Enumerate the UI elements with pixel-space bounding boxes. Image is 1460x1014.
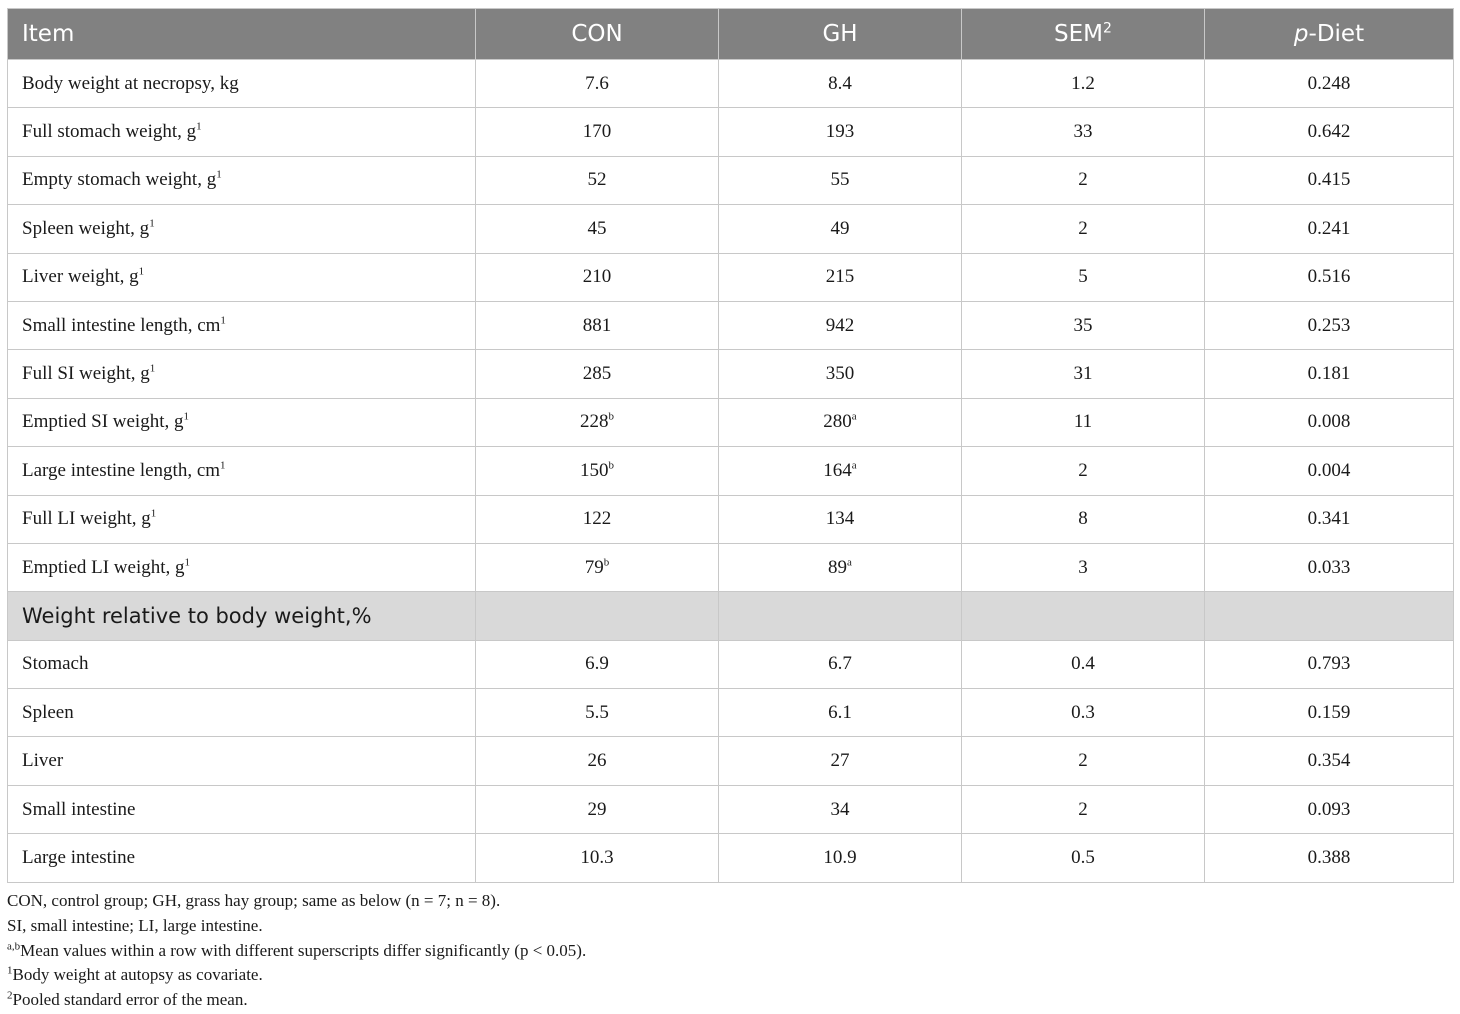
cell-value: 0.793 (1307, 653, 1351, 675)
footnote (7, 889, 1447, 914)
cell-value: 0.093 (1307, 798, 1351, 820)
value-cell (1205, 785, 1454, 833)
cell-value: 10.3 (580, 846, 614, 868)
value-cell (476, 156, 719, 204)
table-row (8, 834, 1454, 882)
row-label-cell (8, 689, 476, 737)
cell-superscript: 1 (184, 556, 191, 569)
value-cell (476, 737, 719, 785)
value-cell (476, 592, 719, 640)
row-label-cell (8, 592, 476, 640)
cell-value: 45 (587, 217, 607, 239)
cell-value: 8.4 (828, 72, 852, 94)
column-header-label: Item (22, 21, 75, 47)
cell-value: 6.1 (828, 701, 852, 723)
table-row (8, 60, 1454, 108)
value-cell (962, 640, 1205, 688)
cell-value: 0.341 (1307, 508, 1351, 530)
table-row (8, 301, 1454, 349)
column-header-italic: p (1293, 21, 1309, 47)
cell-superscript: 1 (150, 507, 157, 520)
cell-value: 33 (1073, 121, 1093, 143)
cell-value: 280 (823, 411, 852, 433)
section-header-row (8, 592, 1454, 640)
cell-superscript: 1 (196, 120, 202, 133)
value-cell (719, 640, 962, 688)
value-cell (719, 398, 962, 446)
column-header-label: GH (822, 21, 858, 47)
row-label: Large intestine (22, 846, 136, 868)
footnote-text: Body weight at autopsy as covariate. (12, 965, 263, 985)
cell-value: 0.008 (1307, 411, 1351, 433)
table-row (8, 156, 1454, 204)
table-body (8, 60, 1454, 883)
value-cell (719, 495, 962, 543)
value-cell (719, 737, 962, 785)
table-row (8, 640, 1454, 688)
cell-value: 2 (1078, 750, 1088, 772)
value-cell (476, 253, 719, 301)
cell-value: 8 (1078, 508, 1088, 530)
cell-value: 27 (830, 750, 850, 772)
value-cell (1205, 350, 1454, 398)
cell-superscript: 1 (183, 411, 189, 424)
cell-superscript: a (847, 556, 852, 569)
table-header (8, 9, 1454, 60)
value-cell (1205, 737, 1454, 785)
table-row (8, 495, 1454, 543)
row-label: Empty stomach weight, g (22, 169, 217, 191)
footnote (7, 939, 1447, 964)
value-cell (476, 301, 719, 349)
table-row (8, 398, 1454, 446)
column-header (962, 9, 1205, 60)
cell-value: 6.9 (585, 653, 609, 675)
cell-superscript: a (851, 459, 857, 472)
row-label-cell (8, 398, 476, 446)
footnote-marker: 1 (7, 964, 13, 977)
value-cell (719, 447, 962, 495)
footnote-marker: a,b (7, 939, 21, 952)
value-cell (1205, 205, 1454, 253)
cell-value: 49 (830, 217, 850, 239)
cell-value: 34 (830, 798, 850, 820)
row-label-cell (8, 253, 476, 301)
cell-value: 164 (823, 459, 852, 481)
value-cell (719, 834, 962, 882)
data-table (7, 8, 1454, 883)
cell-value: 2 (1078, 217, 1088, 239)
cell-value: 134 (825, 508, 855, 530)
column-header-superscript: 2 (1103, 20, 1112, 37)
cell-value: 0.415 (1307, 169, 1351, 191)
value-cell (719, 205, 962, 253)
cell-value: 228 (580, 411, 609, 433)
value-cell (476, 398, 719, 446)
value-cell (719, 592, 962, 640)
cell-superscript: b (608, 411, 614, 424)
cell-superscript: 1 (220, 459, 226, 472)
cell-value: 122 (582, 508, 612, 530)
value-cell (1205, 834, 1454, 882)
value-cell (719, 785, 962, 833)
table-row (8, 253, 1454, 301)
cell-value: 0.004 (1307, 459, 1351, 481)
value-cell (962, 350, 1205, 398)
data-table-container (7, 8, 1453, 883)
cell-superscript: 1 (138, 265, 145, 278)
row-label: Spleen weight, g (22, 217, 150, 239)
value-cell (962, 398, 1205, 446)
cell-value: 3 (1078, 556, 1088, 578)
cell-value: 6.7 (828, 653, 852, 675)
cell-superscript: 1 (220, 314, 226, 327)
row-label: Liver (22, 750, 64, 772)
row-label-cell (8, 60, 476, 108)
cell-value: 942 (825, 314, 855, 336)
cell-value: 89 (828, 556, 848, 578)
value-cell (1205, 447, 1454, 495)
cell-value: 31 (1073, 363, 1093, 385)
value-cell (962, 108, 1205, 156)
cell-value: 1.2 (1071, 72, 1095, 94)
value-cell (719, 156, 962, 204)
cell-value: 0.354 (1307, 750, 1351, 772)
value-cell (962, 301, 1205, 349)
cell-value: 0.241 (1307, 217, 1351, 239)
value-cell (962, 737, 1205, 785)
row-label: Emptied LI weight, g (22, 556, 185, 578)
value-cell (476, 60, 719, 108)
value-cell (1205, 108, 1454, 156)
cell-value: 11 (1073, 411, 1093, 433)
table-row (8, 785, 1454, 833)
cell-value: 193 (825, 121, 855, 143)
cell-value: 0.248 (1307, 72, 1351, 94)
row-label-cell (8, 350, 476, 398)
footnote (7, 914, 1447, 939)
cell-value: 0.159 (1307, 701, 1351, 723)
value-cell (1205, 398, 1454, 446)
row-label: Small intestine (22, 798, 136, 820)
value-cell (476, 640, 719, 688)
value-cell (476, 495, 719, 543)
row-label: Weight relative to body weight,% (22, 603, 372, 628)
cell-value: 0.3 (1071, 701, 1095, 723)
column-header-label: -Diet (1308, 21, 1365, 47)
value-cell (476, 785, 719, 833)
table-row (8, 689, 1454, 737)
cell-value: 881 (582, 314, 612, 336)
row-label: Full stomach weight, g (22, 121, 197, 143)
value-cell (962, 205, 1205, 253)
value-cell (719, 350, 962, 398)
cell-value: 350 (825, 363, 855, 385)
cell-superscript: 1 (216, 169, 222, 182)
value-cell (1205, 301, 1454, 349)
table-row (8, 543, 1454, 591)
cell-superscript: 1 (149, 217, 155, 230)
cell-value: 7.6 (585, 72, 609, 94)
cell-superscript: b (603, 556, 610, 569)
value-cell (962, 447, 1205, 495)
column-header (8, 9, 476, 60)
row-label: Full LI weight, g (22, 508, 151, 530)
value-cell (719, 301, 962, 349)
cell-value: 5 (1078, 266, 1088, 288)
value-cell (1205, 253, 1454, 301)
row-label-cell (8, 737, 476, 785)
row-label-cell (8, 785, 476, 833)
value-cell (962, 834, 1205, 882)
row-label: Liver weight, g (22, 266, 139, 288)
header-row (8, 9, 1454, 60)
row-label-cell (8, 495, 476, 543)
row-label: Emptied SI weight, g (22, 411, 184, 433)
value-cell (962, 495, 1205, 543)
cell-value: 5.5 (585, 701, 609, 723)
row-label: Spleen (22, 701, 74, 723)
value-cell (962, 689, 1205, 737)
value-cell (1205, 60, 1454, 108)
value-cell (962, 592, 1205, 640)
cell-superscript: a (851, 411, 857, 424)
value-cell (476, 689, 719, 737)
value-cell (1205, 640, 1454, 688)
row-label: Body weight at necropsy, kg (22, 72, 239, 94)
row-label-cell (8, 156, 476, 204)
value-cell (476, 447, 719, 495)
table-footnotes (7, 889, 1447, 1013)
footnote-text: Pooled standard error of the mean. (12, 990, 248, 1010)
row-label-cell (8, 301, 476, 349)
value-cell (1205, 592, 1454, 640)
cell-value: 55 (830, 169, 850, 191)
value-cell (719, 60, 962, 108)
cell-value: 0.516 (1307, 266, 1351, 288)
row-label-cell (8, 447, 476, 495)
column-header (476, 9, 719, 60)
value-cell (476, 834, 719, 882)
table-row (8, 108, 1454, 156)
cell-superscript: 1 (149, 362, 156, 375)
cell-value: 35 (1073, 314, 1093, 336)
value-cell (719, 253, 962, 301)
row-label: Large intestine length, cm (22, 459, 221, 481)
row-label: Full SI weight, g (22, 363, 150, 385)
cell-value: 170 (582, 121, 612, 143)
cell-value: 2 (1078, 459, 1088, 481)
value-cell (962, 785, 1205, 833)
footnote (7, 988, 1447, 1013)
value-cell (962, 60, 1205, 108)
row-label-cell (8, 834, 476, 882)
value-cell (962, 253, 1205, 301)
footnote-text: Mean values within a row with different superscripts differ significantly (p < 0.05). (20, 940, 587, 960)
cell-value: 52 (587, 169, 607, 191)
row-label: Stomach (22, 653, 89, 675)
value-cell (1205, 543, 1454, 591)
cell-value: 29 (587, 798, 607, 820)
value-cell (719, 689, 962, 737)
value-cell (476, 350, 719, 398)
table-row (8, 350, 1454, 398)
value-cell (962, 156, 1205, 204)
value-cell (1205, 689, 1454, 737)
row-label-cell (8, 543, 476, 591)
cell-value: 10.9 (823, 846, 857, 868)
column-header-label: SEM (1054, 21, 1104, 47)
footnote-marker: 2 (7, 989, 13, 1002)
cell-value: 0.388 (1307, 846, 1351, 868)
value-cell (476, 205, 719, 253)
cell-value: 26 (587, 750, 607, 772)
cell-superscript: b (608, 459, 614, 472)
table-row (8, 205, 1454, 253)
row-label: Small intestine length, cm (22, 314, 221, 336)
cell-value: 0.033 (1307, 556, 1351, 578)
cell-value: 215 (825, 266, 855, 288)
cell-value: 0.5 (1071, 846, 1095, 868)
cell-value: 0.181 (1307, 363, 1351, 385)
column-header (719, 9, 962, 60)
row-label-cell (8, 205, 476, 253)
table-row (8, 447, 1454, 495)
column-header (1205, 9, 1454, 60)
footnote-text: SI, small intestine; LI, large intestine. (7, 915, 263, 935)
cell-value: 79 (584, 556, 604, 578)
row-label-cell (8, 108, 476, 156)
cell-value: 0.253 (1307, 314, 1351, 336)
cell-value: 0.4 (1071, 653, 1095, 675)
value-cell (719, 543, 962, 591)
value-cell (1205, 156, 1454, 204)
cell-value: 2 (1078, 169, 1088, 191)
cell-value: 150 (580, 459, 609, 481)
cell-value: 2 (1078, 798, 1088, 820)
footnote (7, 963, 1447, 988)
footnote-text: CON, control group; GH, grass hay group; same as below (n = 7; n = 8). (7, 891, 501, 910)
value-cell (1205, 495, 1454, 543)
value-cell (719, 108, 962, 156)
cell-value: 0.642 (1307, 121, 1351, 143)
table-row (8, 737, 1454, 785)
value-cell (476, 108, 719, 156)
row-label-cell (8, 640, 476, 688)
value-cell (476, 543, 719, 591)
value-cell (962, 543, 1205, 591)
column-header-label: CON (571, 21, 623, 47)
cell-value: 285 (582, 363, 612, 385)
cell-value: 210 (582, 266, 612, 288)
